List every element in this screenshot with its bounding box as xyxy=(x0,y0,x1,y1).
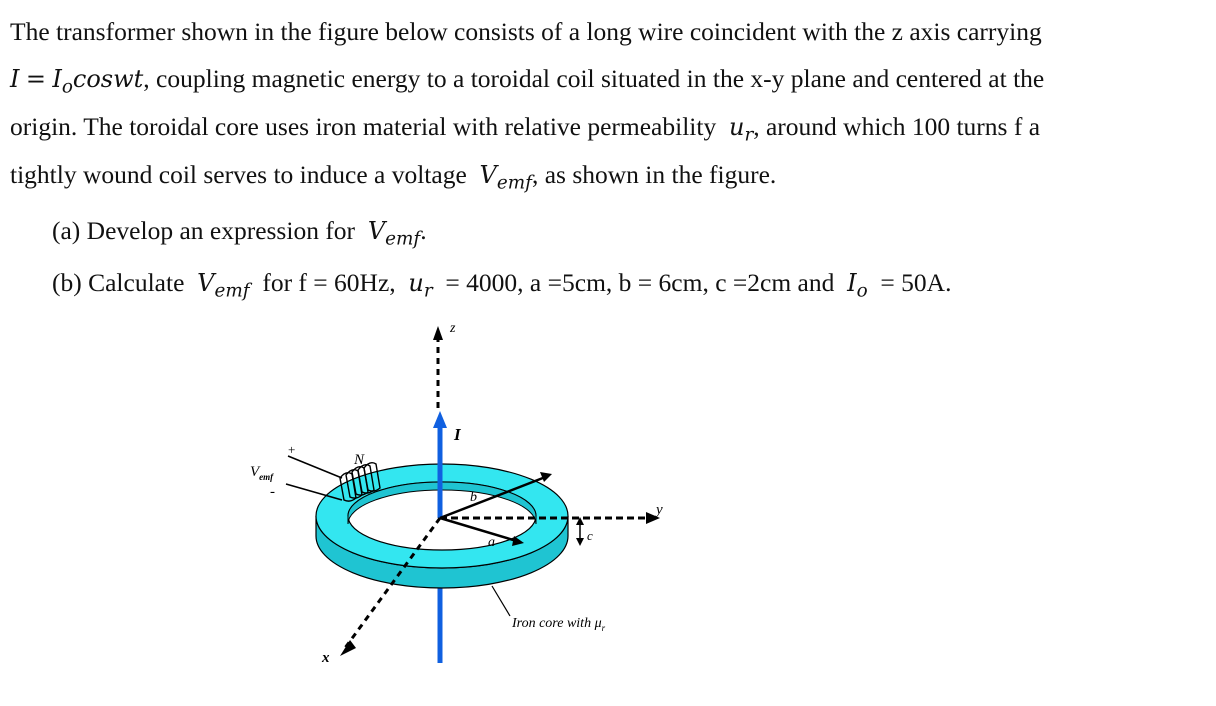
current-amplitude-symbol: I xyxy=(52,65,62,93)
problem-line-3 xyxy=(10,103,1210,151)
transformer-figure xyxy=(230,318,710,688)
permeability-symbol: u xyxy=(728,113,745,141)
question-a-text: (a) Develop an expression for xyxy=(52,216,356,245)
question-b-io-subscript: o xyxy=(856,280,868,302)
problem-line-2-text: , coupling magnetic energy to a toroidal coil situated in the x-y plane and centered at the xyxy=(143,64,1045,93)
z-axis-label: z xyxy=(450,321,456,336)
current-equation-lhs: I xyxy=(10,65,20,93)
question-a-vemf-symbol: V xyxy=(367,217,386,245)
question-a-period: . xyxy=(420,216,427,245)
iron-core-label: Iron core with $\mu_r$ xyxy=(512,616,606,633)
question-b-values: = 4000, a =5cm, b = 6cm, c =2cm and xyxy=(445,268,835,297)
plus-terminal: + xyxy=(288,442,296,457)
minus-terminal: - xyxy=(270,484,275,500)
radius-b-arrowhead xyxy=(540,472,552,482)
question-b-frequency: for f = 60Hz, xyxy=(262,268,396,297)
problem-line-1: The transformer shown in the figure below consists of a long wire coincident with the z axis carrying xyxy=(10,17,1042,46)
radius-a-label: a xyxy=(488,535,495,550)
question-b-current: = 50A. xyxy=(880,268,952,297)
question-b-ur-symbol: u xyxy=(408,269,424,297)
radius-b-label: b xyxy=(470,490,477,505)
vemf-label: $V_{emf}$ xyxy=(250,464,274,482)
problem-statement xyxy=(10,8,1210,199)
radius-a-line xyxy=(440,518,520,542)
question-b-text: (b) Calculate xyxy=(52,268,185,297)
turns-label: N xyxy=(354,452,365,468)
problem-line-4-text: tightly wound coil serves to induce a voltage xyxy=(10,160,467,189)
x-axis-label: x xyxy=(322,650,330,666)
z-axis-arrowhead xyxy=(433,326,443,340)
thickness-c-bottom-arrow xyxy=(576,538,584,546)
problem-line-4-rest: , as shown in the figure. xyxy=(531,160,777,189)
core-leader-line xyxy=(492,586,510,616)
problem-line-3-rest: , around which 100 turns f a xyxy=(753,112,1041,141)
vemf-subscript: emf xyxy=(496,172,532,194)
equals-sign: = xyxy=(25,65,46,93)
current-arrowhead xyxy=(433,411,447,428)
cosine-term: coswt xyxy=(72,65,144,93)
question-a xyxy=(52,216,427,250)
thickness-c-label: c xyxy=(587,528,593,543)
question-b-ur-subscript: r xyxy=(423,280,433,302)
coil-lead-top xyxy=(288,456,342,478)
problem-line-2 xyxy=(10,55,1210,103)
question-a-vemf-subscript: emf xyxy=(385,228,421,250)
current-amplitude-subscript: o xyxy=(61,76,73,98)
problem-line-3-text: origin. The toroidal core uses iron material with relative permeability xyxy=(10,112,717,141)
vemf-symbol: V xyxy=(479,161,497,189)
question-b-vemf-symbol: V xyxy=(197,269,215,297)
y-axis-label: y xyxy=(656,502,663,518)
question-b-vemf-subscript: emf xyxy=(214,280,250,302)
current-label: I xyxy=(454,425,461,444)
question-b xyxy=(52,268,952,302)
permeability-subscript: r xyxy=(744,124,754,146)
question-b-io-symbol: I xyxy=(847,269,857,297)
problem-line-4 xyxy=(10,151,1210,199)
